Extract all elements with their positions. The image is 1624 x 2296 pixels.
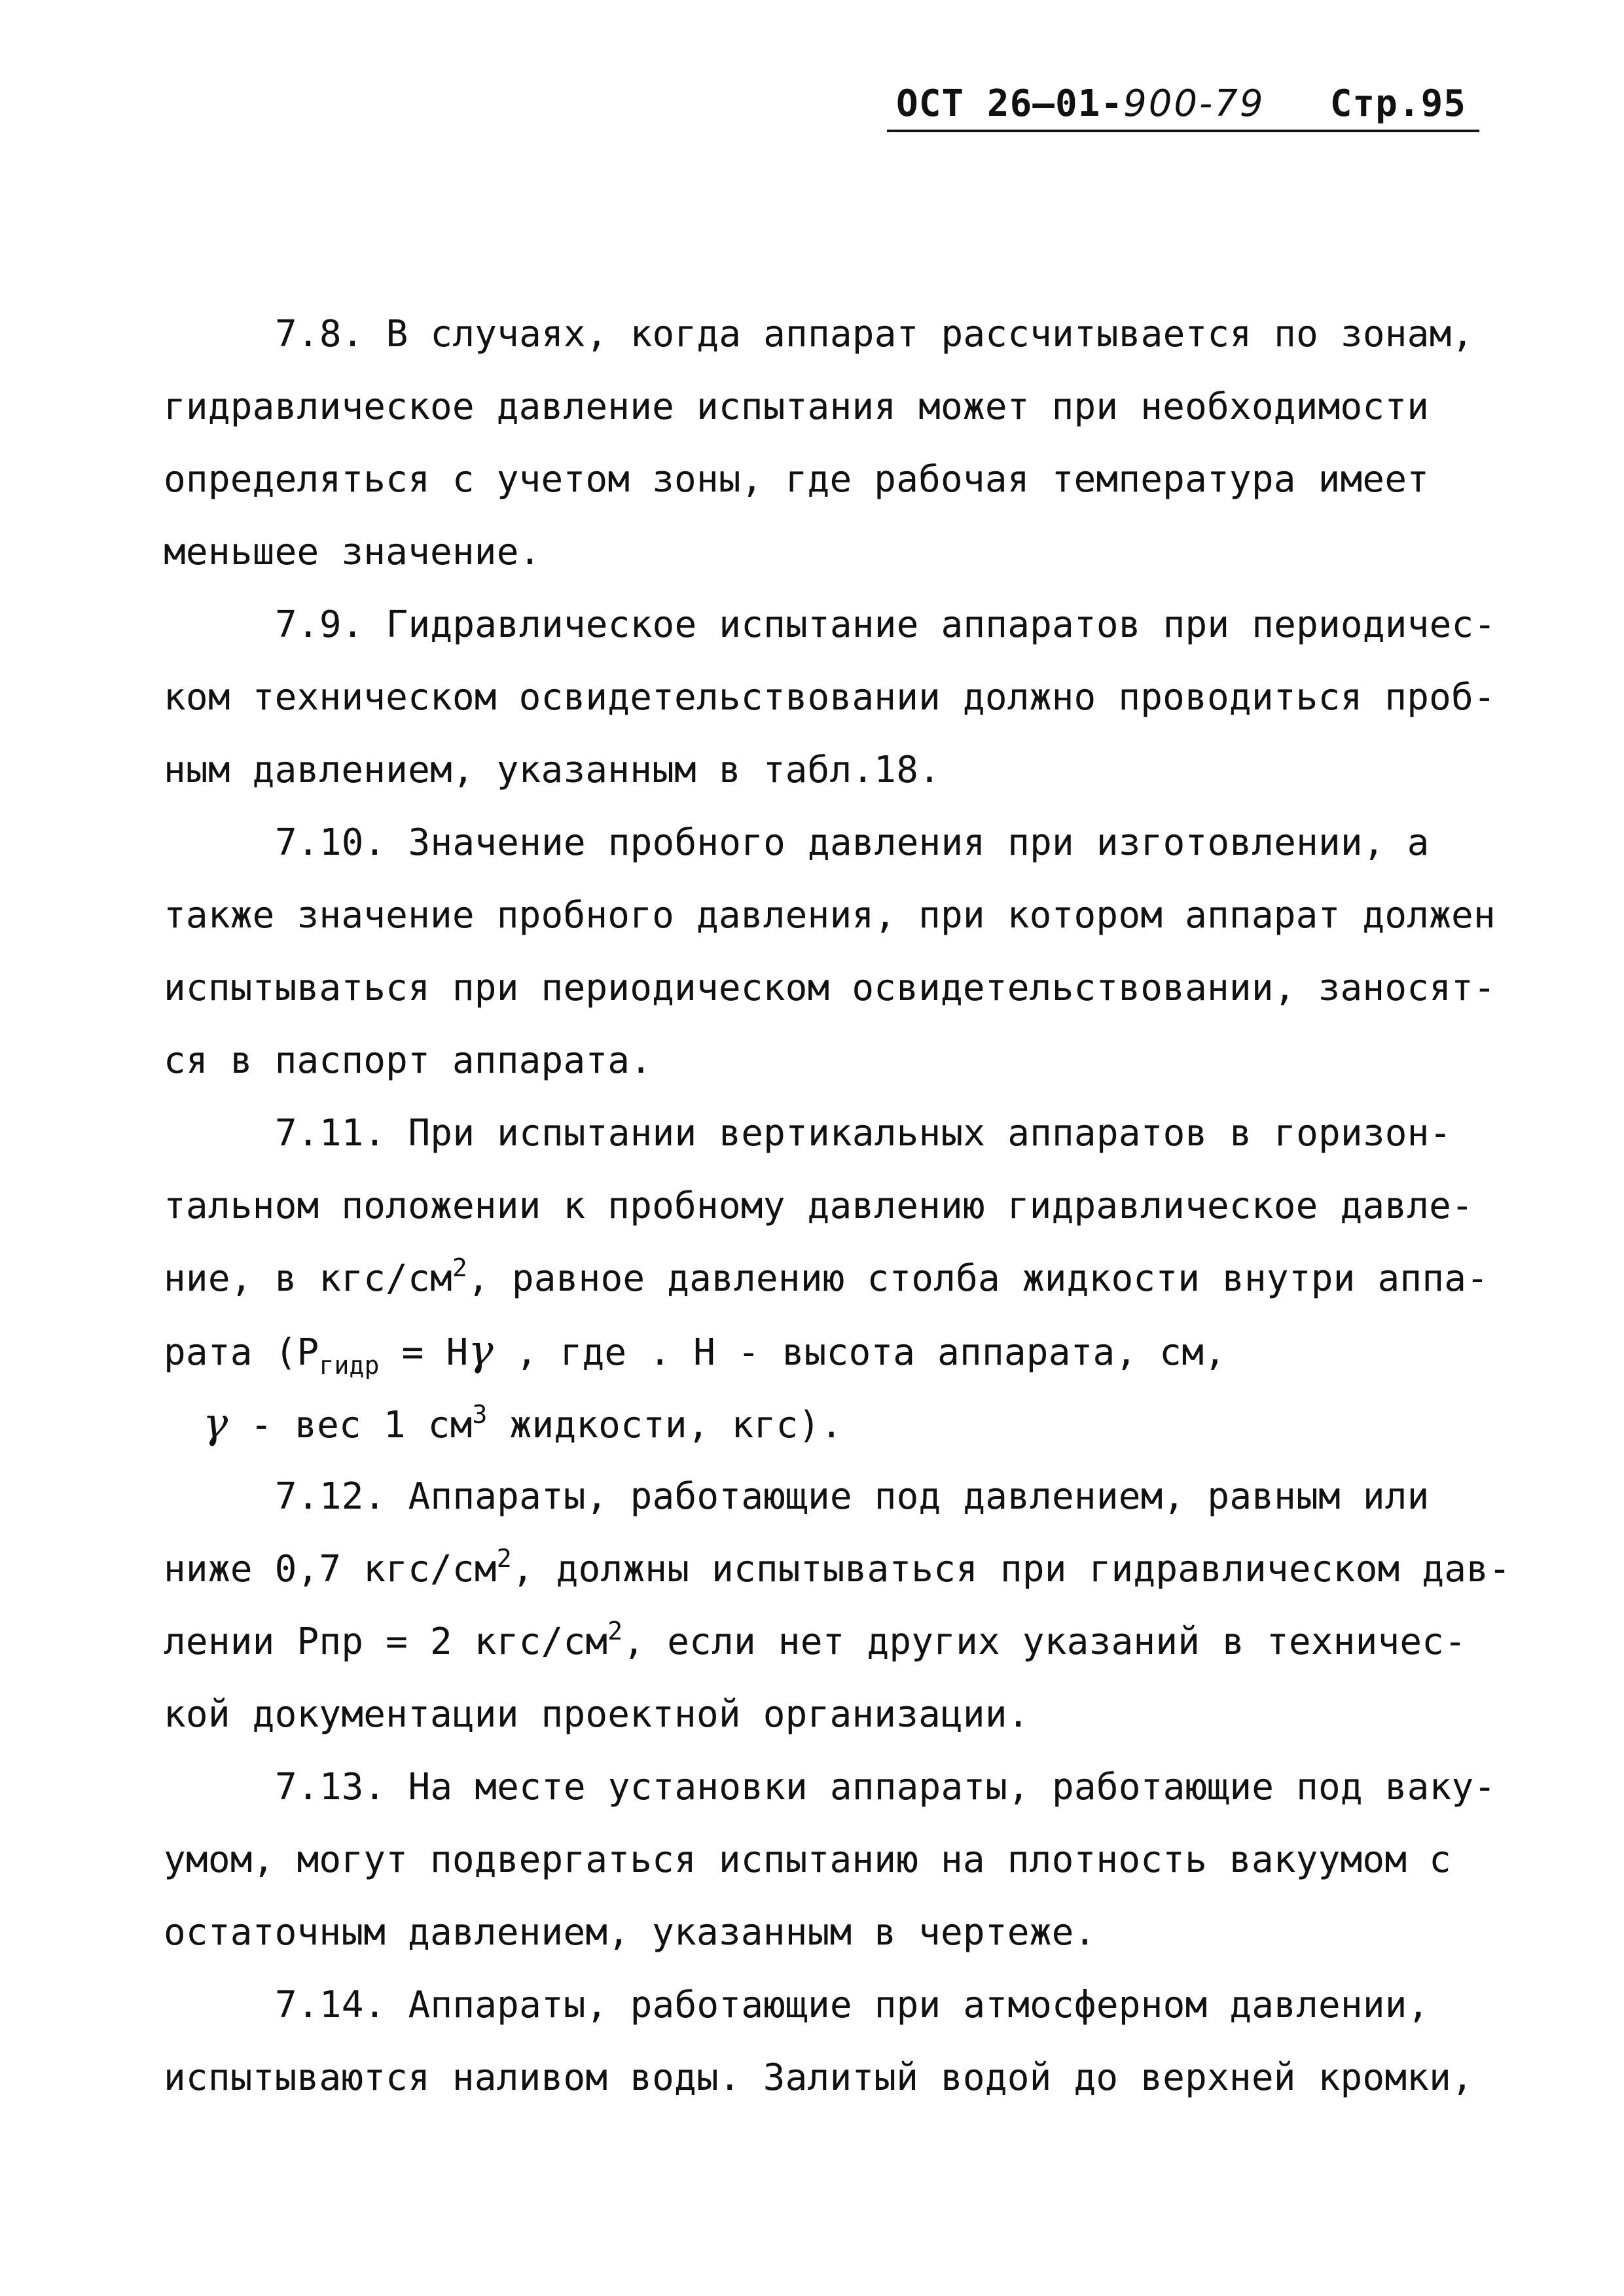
text-line: 7.9. Гидравлическое испытание аппаратов при периодичес- bbox=[275, 603, 1496, 646]
text-line: ся в паспорт аппарата. bbox=[164, 1039, 653, 1082]
page-number: Стр.95 bbox=[1329, 82, 1466, 125]
paragraph-7-9 bbox=[164, 588, 1496, 806]
text-line: гидравлическое давление испытания может при необходимости bbox=[164, 386, 1430, 428]
text-line: 7.14. Аппараты, работающие при атмосферном давлении, bbox=[275, 1984, 1430, 2026]
text-fragment: - вес 1 см bbox=[228, 1404, 473, 1446]
document-code-prefix: ОСТ 26–01- bbox=[896, 82, 1124, 125]
paragraph-7-11 bbox=[164, 1097, 1489, 1460]
text-fragment: , равное давлению столба жидкости внутри аппа- bbox=[467, 1257, 1489, 1300]
text-line: меньшее значение. bbox=[164, 531, 541, 573]
text-line: 7.11. При испытании вертикальных аппаратов в горизон- bbox=[275, 1112, 1452, 1155]
paragraph-7-8 bbox=[164, 298, 1474, 588]
text-fragment: рата (Р bbox=[164, 1331, 319, 1374]
subscript: гидр bbox=[319, 1351, 380, 1380]
text-line bbox=[164, 1605, 1466, 1678]
text-line bbox=[164, 1388, 1466, 1460]
text-line: ным давлением, указанным в табл.18. bbox=[164, 749, 941, 791]
text-line: 7.8. В случаях, когда аппарат рассчитывается по зонам, bbox=[275, 313, 1474, 355]
superscript: 2 bbox=[496, 1544, 512, 1573]
text-fragment: , должны испытываться при гидравлическом дав- bbox=[511, 1548, 1511, 1590]
text-fragment: ние, в кгс/см bbox=[164, 1257, 452, 1300]
text-line: также значение пробного давления, при котором аппарат должен bbox=[164, 894, 1496, 937]
text-fragment: , если нет других указаний в техничес- bbox=[623, 1621, 1467, 1663]
superscript: 2 bbox=[452, 1253, 467, 1282]
text-line: 7.12. Аппараты, работающие под давлением, равным или bbox=[275, 1475, 1430, 1518]
text-fragment: ниже 0,7 кгс/см bbox=[164, 1548, 497, 1590]
document-number-handwritten: 900-79 bbox=[1123, 82, 1265, 125]
header-underline bbox=[887, 130, 1479, 132]
text-line bbox=[164, 1315, 1466, 1388]
text-line: тальном положении к пробному давлению гидравлическое давле- bbox=[164, 1185, 1473, 1227]
text-line: кой документации проектной организации. bbox=[164, 1693, 1030, 1736]
text-line: ком техническом освидетельствовании должно проводиться проб- bbox=[164, 676, 1496, 719]
text-line: испытываться при периодическом освидетельствовании, заносят- bbox=[164, 967, 1496, 1009]
superscript: 2 bbox=[607, 1617, 623, 1645]
text-line: испытываются наливом воды. Залитый водой до верхней кромки, bbox=[164, 2056, 1473, 2099]
text-line bbox=[164, 1533, 1511, 1605]
paragraph-7-14 bbox=[164, 1969, 1473, 2114]
text-line: остаточным давлением, указанным в чертеже. bbox=[164, 1911, 1096, 1954]
page-header bbox=[887, 73, 1479, 132]
text-fragment: , где . Н - высота аппарата, см, bbox=[493, 1331, 1227, 1374]
text-line: умом, могут подвергаться испытанию на плотность вакуумом с bbox=[164, 1839, 1452, 1881]
superscript: 3 bbox=[472, 1400, 488, 1429]
paragraph-7-10 bbox=[164, 806, 1496, 1097]
text-line bbox=[164, 1242, 1489, 1315]
body-text bbox=[164, 298, 1511, 2114]
paragraph-7-12 bbox=[164, 1460, 1511, 1751]
text-line: 7.13. На месте установки аппараты, работающие под ваку- bbox=[275, 1766, 1496, 1808]
gamma-symbol: γ bbox=[468, 1327, 494, 1375]
document-code bbox=[896, 82, 1265, 125]
text-fragment: жидкости, кгс). bbox=[487, 1404, 843, 1446]
text-fragment: лении Рпр = 2 кгс/см bbox=[164, 1621, 608, 1663]
text-line: 7.10. Значение пробного давления при изготовлении, а bbox=[275, 821, 1430, 864]
paragraph-7-13 bbox=[164, 1751, 1496, 1969]
text-fragment: = Н bbox=[379, 1331, 469, 1374]
text-line: определяться с учетом зоны, где рабочая температура имеет bbox=[164, 458, 1430, 501]
gamma-symbol: γ bbox=[203, 1399, 228, 1448]
